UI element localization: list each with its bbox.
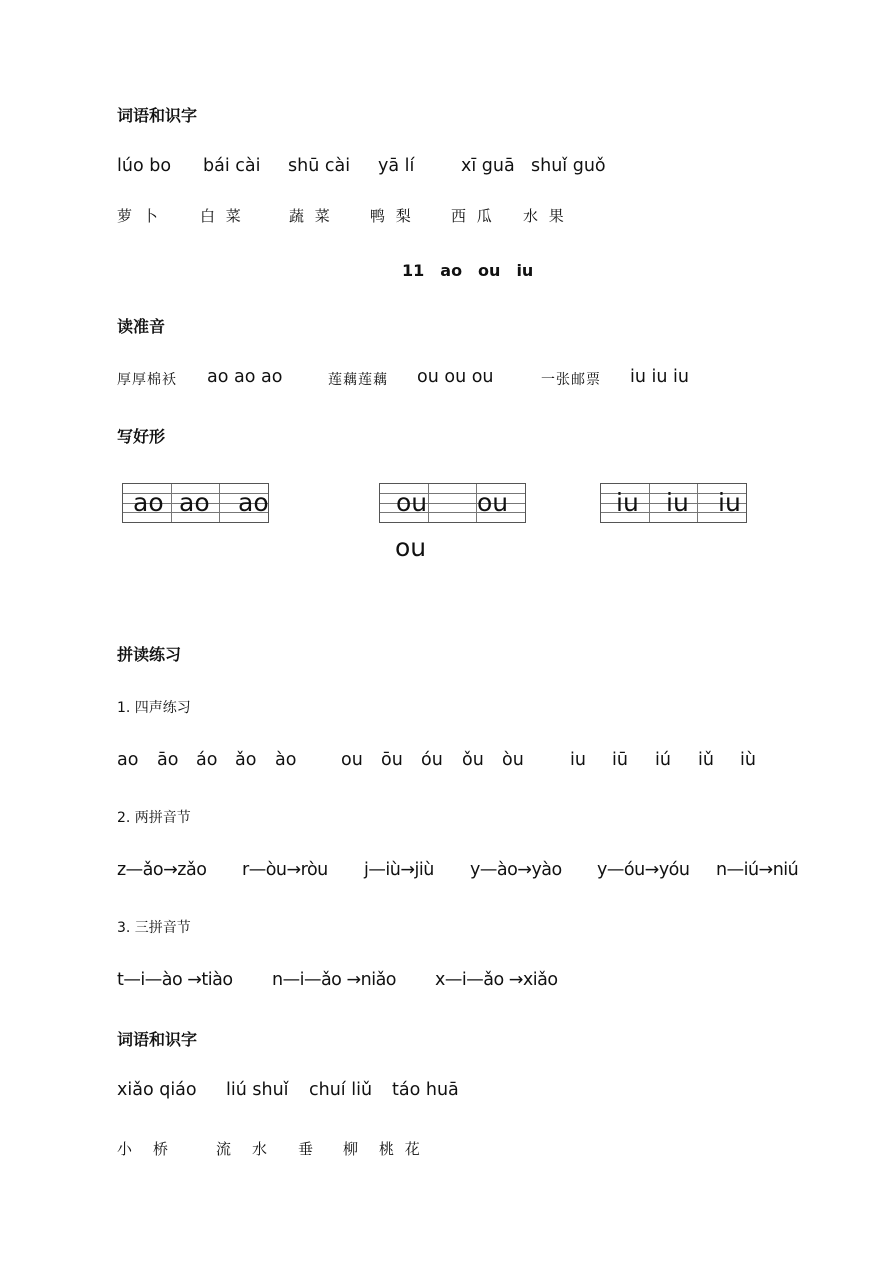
hanzi-word: 柳 桃 花 xyxy=(343,1140,423,1158)
two-part-syllable: y—óu→yóu xyxy=(597,860,690,880)
two-part-syllable: j—iù→jiù xyxy=(364,860,434,880)
writing-grid-ao xyxy=(122,483,269,523)
hanzi-phrase: 莲藕莲藕 xyxy=(328,372,388,388)
pinyin-word: shū cài xyxy=(288,156,351,176)
three-part-syllable: n—i—ǎo →niǎo xyxy=(272,970,396,990)
pinyin-phrase: iu iu iu xyxy=(630,367,689,387)
hanzi-word: 白 菜 xyxy=(200,207,244,225)
three-part-syllable: t—i—ào →tiào xyxy=(117,970,233,990)
tone-syllable: āo xyxy=(157,750,179,770)
pinyin-word: chuí liǔ xyxy=(309,1080,373,1100)
tone-syllable: iu xyxy=(570,750,586,770)
tone-syllable: áo xyxy=(196,750,218,770)
grid-letter: iu xyxy=(616,488,639,517)
pinyin-phrase: ao ao ao xyxy=(207,367,283,387)
hanzi-word: 水 果 xyxy=(523,207,567,225)
grid-letter: iu xyxy=(666,488,689,517)
grid-letter: ou xyxy=(477,488,509,517)
hanzi-word: 西 瓜 xyxy=(451,207,495,225)
hanzi-word: 萝 卜 xyxy=(117,207,161,225)
tone-syllable: ou xyxy=(341,750,363,770)
tone-syllable: iǔ xyxy=(698,750,714,770)
hanzi-word: 垂 xyxy=(298,1140,317,1158)
writing-grid-ou xyxy=(379,483,526,523)
tone-syllable: ào xyxy=(275,750,297,770)
pinyin-word: yā lí xyxy=(378,156,415,176)
hanzi-word: 流 水 xyxy=(216,1140,271,1158)
two-part-syllable: r—òu→ròu xyxy=(242,860,328,880)
tone-syllable: ǎo xyxy=(235,750,257,770)
section-heading: 读准音 xyxy=(117,317,166,336)
subheading: 3. 三拼音节 xyxy=(117,920,191,936)
grid-letter: iu xyxy=(718,488,741,517)
section-heading: 词语和识字 xyxy=(117,1030,198,1049)
grid-letter: ao xyxy=(238,488,269,517)
lesson-title: 11 ao ou iu xyxy=(402,261,534,280)
three-part-syllable: x—i—ǎo →xiǎo xyxy=(435,970,558,990)
two-part-syllable: y—ào→yào xyxy=(470,860,562,880)
section-heading: 拼读练习 xyxy=(117,645,182,664)
pinyin-word: shuǐ guǒ xyxy=(531,156,606,176)
hanzi-word: 蔬 菜 xyxy=(289,207,333,225)
hanzi-word: 小 桥 xyxy=(117,1140,172,1158)
tone-syllable: ōu xyxy=(381,750,403,770)
subheading: 1. 四声练习 xyxy=(117,700,191,716)
hanzi-phrase: 一张邮票 xyxy=(541,372,601,388)
pinyin-word: xī guā xyxy=(461,156,515,176)
two-part-syllable: n—iú→niú xyxy=(716,860,799,880)
section-heading: 词语和识字 xyxy=(117,106,198,125)
tone-syllable: ao xyxy=(117,750,139,770)
tone-syllable: óu xyxy=(421,750,443,770)
section-heading: 写好形 xyxy=(117,427,166,446)
two-part-syllable: z—ǎo→zǎo xyxy=(117,860,207,880)
subheading: 2. 两拼音节 xyxy=(117,810,191,826)
tone-syllable: iù xyxy=(740,750,756,770)
pinyin-word: táo huā xyxy=(392,1080,459,1100)
tone-syllable: iū xyxy=(612,750,628,770)
pinyin-word: bái cài xyxy=(203,156,261,176)
writing-grid-iu xyxy=(600,483,747,523)
tone-syllable: ǒu xyxy=(462,750,484,770)
tone-syllable: iú xyxy=(655,750,671,770)
grid-letter-overflow: ou xyxy=(395,533,427,562)
pinyin-word: liú shuǐ xyxy=(226,1080,289,1100)
grid-letter: ao xyxy=(179,488,210,517)
grid-letter: ou xyxy=(396,488,428,517)
grid-letter: ao xyxy=(133,488,164,517)
hanzi-word: 鸭 梨 xyxy=(370,207,414,225)
pinyin-word: lúo bo xyxy=(117,156,172,176)
pinyin-word: xiǎo qiáo xyxy=(117,1080,197,1100)
pinyin-phrase: ou ou ou xyxy=(417,367,494,387)
hanzi-phrase: 厚厚棉袄 xyxy=(117,372,177,388)
tone-syllable: òu xyxy=(502,750,524,770)
